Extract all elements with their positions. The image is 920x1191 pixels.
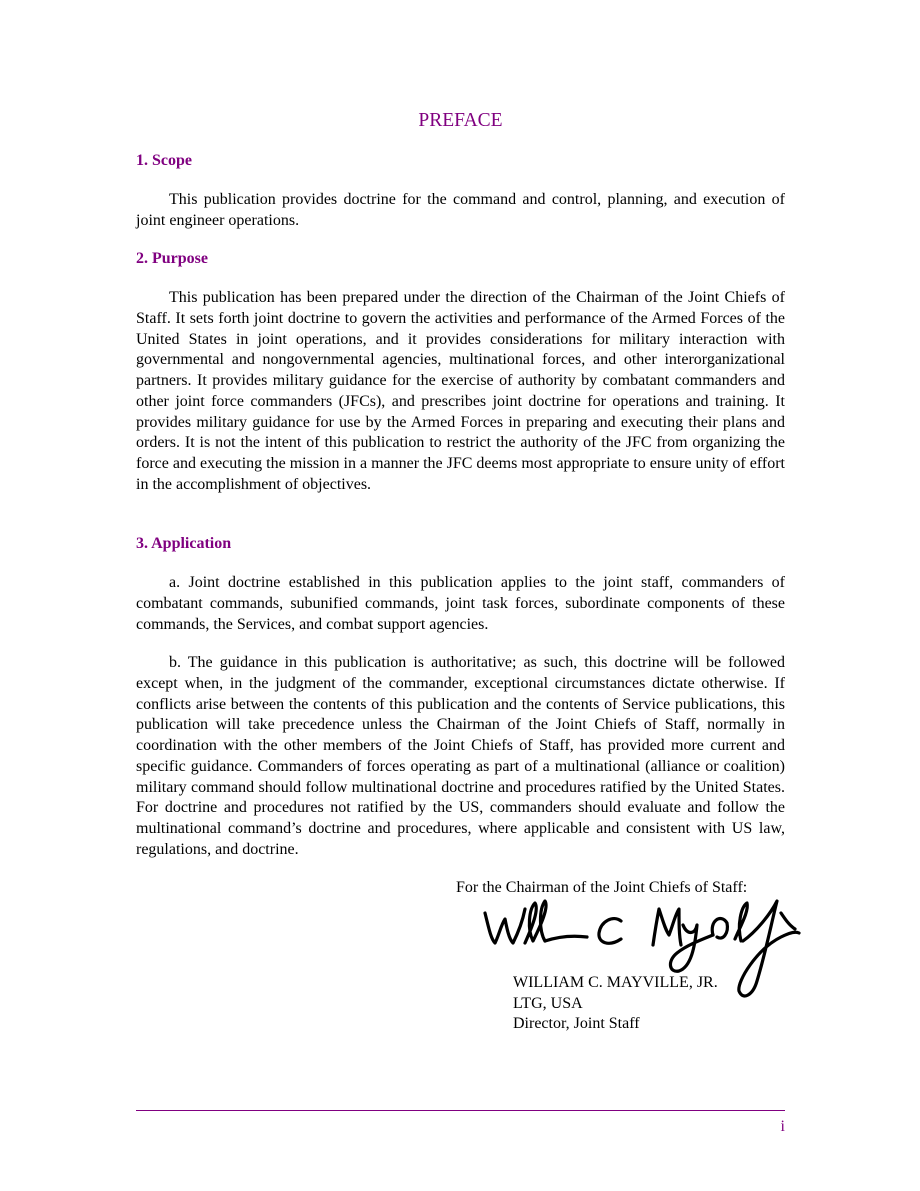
page-title: PREFACE [418, 110, 503, 131]
section-heading-purpose: 2. Purpose [136, 250, 208, 267]
purpose-paragraph: This publication has been prepared under the direction of the Chairman of the Joint Chiefs of Staff. It sets forth joint doctrine to govern the activities and performance of the Armed Forces of the United States in joint operations, and it provides considerations for military interaction with governmental and nongovernmental agencies, multinational forces, and other interorganizational partners. It provides military guidance for the exercise of authority by combatant commanders and other joint force commanders (JFCs), and prescribes joint doctrine for operations and training. It provides military guidance for use by the Armed Forces in preparing and executing their plans and orders. It is not the intent of this publication to restrict the authority of the JFC from organizing the force and executing the mission in a manner the JFC deems most appropriate to ensure unity of effort in the accomplishment of objectives. [136, 289, 785, 493]
signer-name: WILLIAM C. MAYVILLE, JR. [513, 974, 718, 991]
section-heading-scope: 1. Scope [136, 152, 192, 169]
signature-block [513, 973, 718, 1035]
application-paragraph-a: a. Joint doctrine established in this publication applies to the joint staff, commanders of combatant commands, subunified commands, joint task forces, subordinate components of these commands, the Services, and combat support agencies. [136, 574, 785, 633]
footer-rule [136, 1110, 785, 1111]
application-paragraph-b: b. The guidance in this publication is authoritative; as such, this doctrine will be followed except when, in the judgment of the commander, exceptional circumstances dictate otherwise. If conflicts arise between the contents of this publication and the contents of Service publications, this publication will take precedence unless the Chairman of the Joint Chiefs of Staff, normally in coordination with the other members of the Joint Chiefs of Staff, has provided more current and specific guidance. Commanders of forces operating as part of a multinational (alliance or coalition) military command should follow multinational doctrine and procedures ratified by the United States. For doctrine and procedures not ratified by the US, commanders should evaluate and follow the multinational command’s doctrine and procedures, where applicable and consistent with US law, regulations, and doctrine. [136, 654, 785, 858]
page-number: i [780, 1118, 785, 1135]
scope-paragraph: This publication provides doctrine for the command and control, planning, and execution of joint engineer operations. [136, 191, 785, 229]
section-heading-application: 3. Application [136, 535, 232, 552]
closing-line: For the Chairman of the Joint Chiefs of Staff: [456, 879, 748, 896]
signer-position: Director, Joint Staff [513, 1015, 640, 1032]
document-page [136, 0, 785, 1191]
signer-rank: LTG, USA [513, 994, 583, 1012]
